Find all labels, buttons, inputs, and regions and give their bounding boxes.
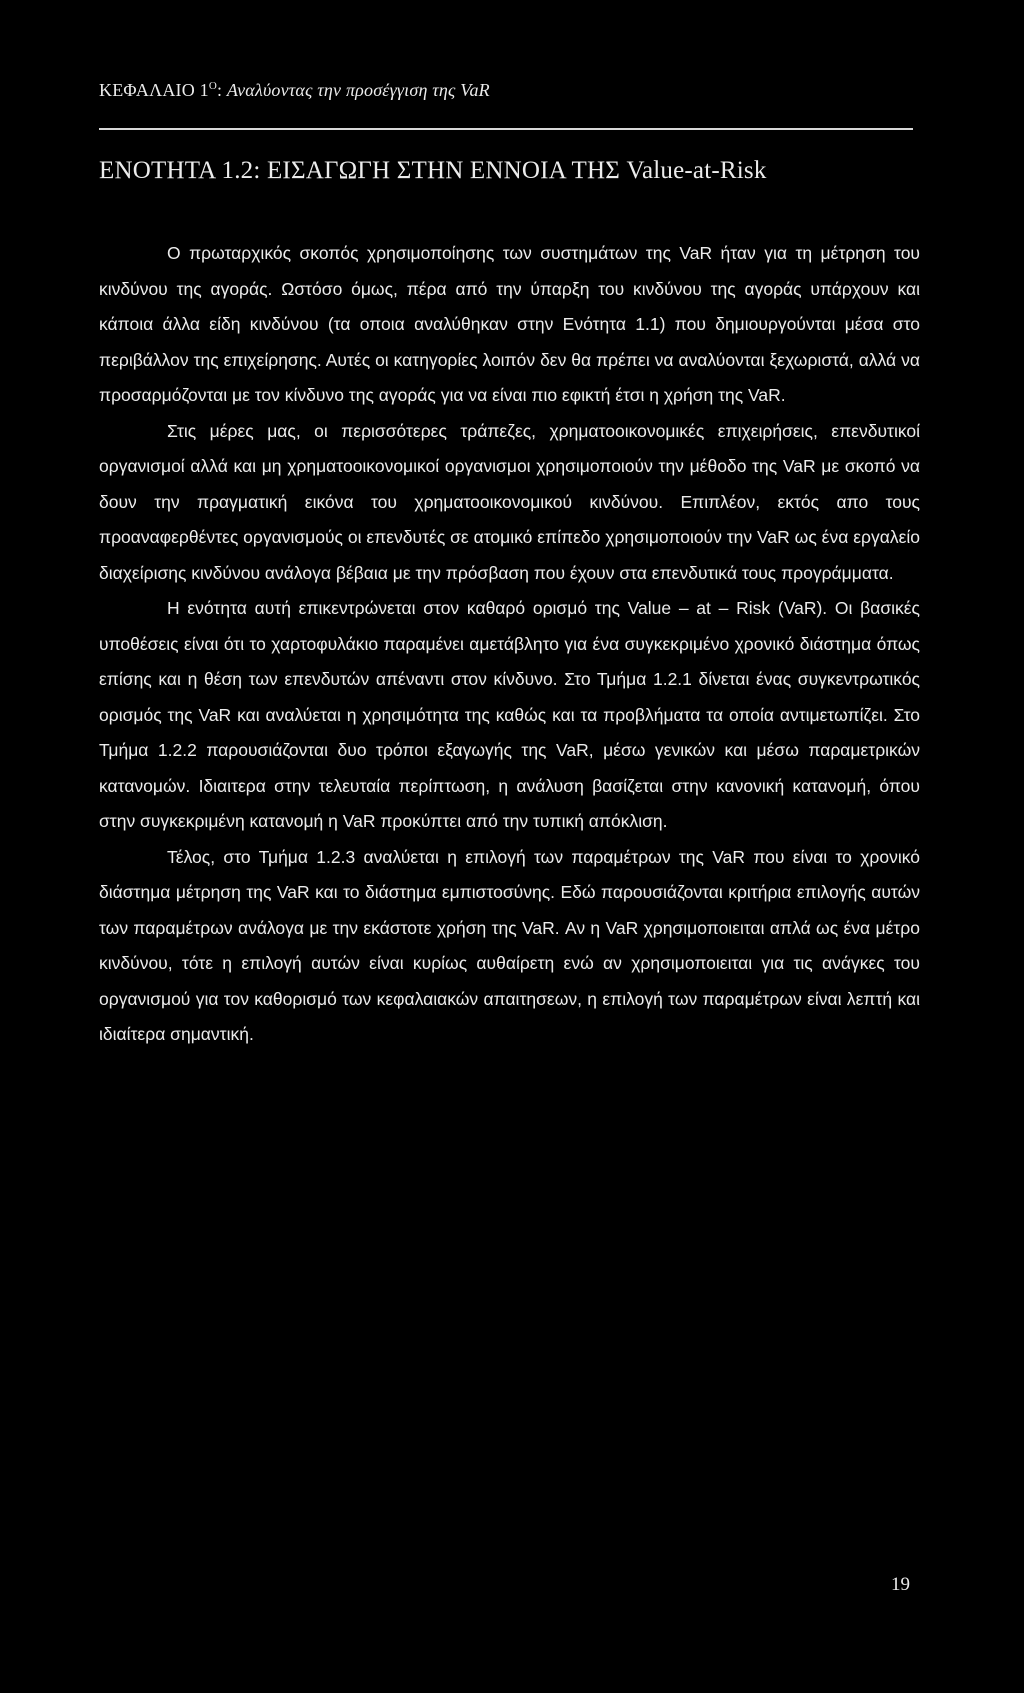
chapter-header [99, 80, 490, 101]
section-title: ΕΝΟΤΗΤΑ 1.2: ΕΙΣΑΓΩΓΗ ΣΤΗΝ ΕΝΝΟΙΑ ΤΗΣ Value-at-Risk [99, 157, 767, 184]
header-divider [99, 128, 913, 130]
chapter-superscript: Ο [208, 80, 217, 92]
paragraph: Ο πρωταρχικός σκοπός χρησιμοποίησης των συστημάτων της VaR ήταν για τη μέτρηση του κινδύνου της αγοράς. Ωστόσο όμως, πέρα από την ύπαρξη του κινδύνου της αγοράς υπάρχουν και κάποια άλλα είδη κινδύνου (τα οποια αναλύθηκαν στην Ενότητα 1.1) που δημιουργούνται μέσα στο περιβάλλον της επιχείρησης. Αυτές οι κατηγορίες λοιπόν δεν θα πρέπει να αναλύονται ξεχωριστά, αλλά να προσαρμόζονται με τον κίνδυνο της αγοράς για να είναι πιο εφικτή έτσι η χρήση της VaR. [99, 243, 920, 405]
chapter-subtitle: Αναλύοντας την προσέγγιση της VaR [226, 80, 490, 100]
chapter-number: ΚΕΦΑΛΑΙΟ 1 [99, 80, 209, 100]
page-number: 19 [891, 1574, 910, 1595]
paragraph: Η ενότητα αυτή επικεντρώνεται στον καθαρό ορισμό της Value – at – Risk (VaR). Οι βασικές υποθέσεις είναι ότι το χαρτοφυλάκιο παραμένει αμετάβλητο για ένα συγκεκριμένο χρονικό διάστημα όπως επίσης και η θέση των επενδυτών απέναντι στον κίνδυνο. Στο Τμήμα 1.2.1 δίνεται ένας συγκεντρωτικός ορισμός της VaR και αναλύεται η χρησιμότητα της καθώς και τα προβλήματα τα οποία αντιμετωπίζει. Στο Τμήμα 1.2.2 παρουσιάζονται δυο τρόποι εξαγωγής της VaR, μέσω γενικών και μέσω παραμετρικών κατανομών. Ιδιαιτερα στην τελευταία περίπτωση, η ανάλυση βασίζεται στην κανονική κατανομή, όπου στην συγκεκριμένη κατανομή η VaR προκύπτει από την τυπική απόκλιση. [99, 598, 920, 831]
chapter-label [99, 80, 217, 100]
paragraph: Τέλος, στο Τμήμα 1.2.3 αναλύεται η επιλογή των παραμέτρων της VaR που είναι το χρονικό διάστημα μέτρηση της VaR και το διάστημα εμπιστοσύνης. Εδώ παρουσιάζονται κριτήρια επιλογής αυτών των παραμέτρων ανάλογα με την εκάστοτε χρήση της VaR. Αν η VaR χρησιμοποιειται απλά ως ένα μέτρο κινδύνου, τότε η επιλογή αυτών είναι κυρίως αυθαίρετη ενώ αν χρησιμοποιειται για τις ανάγκες του οργανισμού για τον καθορισμό των κεφαλαιακών απαιτησεων, η επιλογή των παραμέτρων είναι λεπτή και ιδιαίτερα σημαντική. [99, 846, 920, 1044]
body-text [99, 236, 920, 1053]
chapter-colon: : [217, 80, 227, 100]
paragraph: Στις μέρες μας, οι περισσότερες τράπεζες, χρηματοοικονομικές επιχειρήσεις, επενδυτικοί οργανισμοί αλλά και μη χρηματοοικονομικοί οργανισμοι χρησιμοποιούν την μέθοδο της VaR με σκοπό να δουν την πραγματική εικόνα του χρηματοοικονομικού κινδύνου. Επιπλέον, εκτός απο τους προαναφερθέντες οργανισμούς οι επενδυτές σε ατομικό επίπεδο χρησιμοποιούν την VaR ως ένα εργαλείο διαχείρισης κινδύνου ανάλογα βέβαια με την πρόσβαση που έχουν στα επενδυτικά τους προγράμματα. [99, 420, 920, 583]
